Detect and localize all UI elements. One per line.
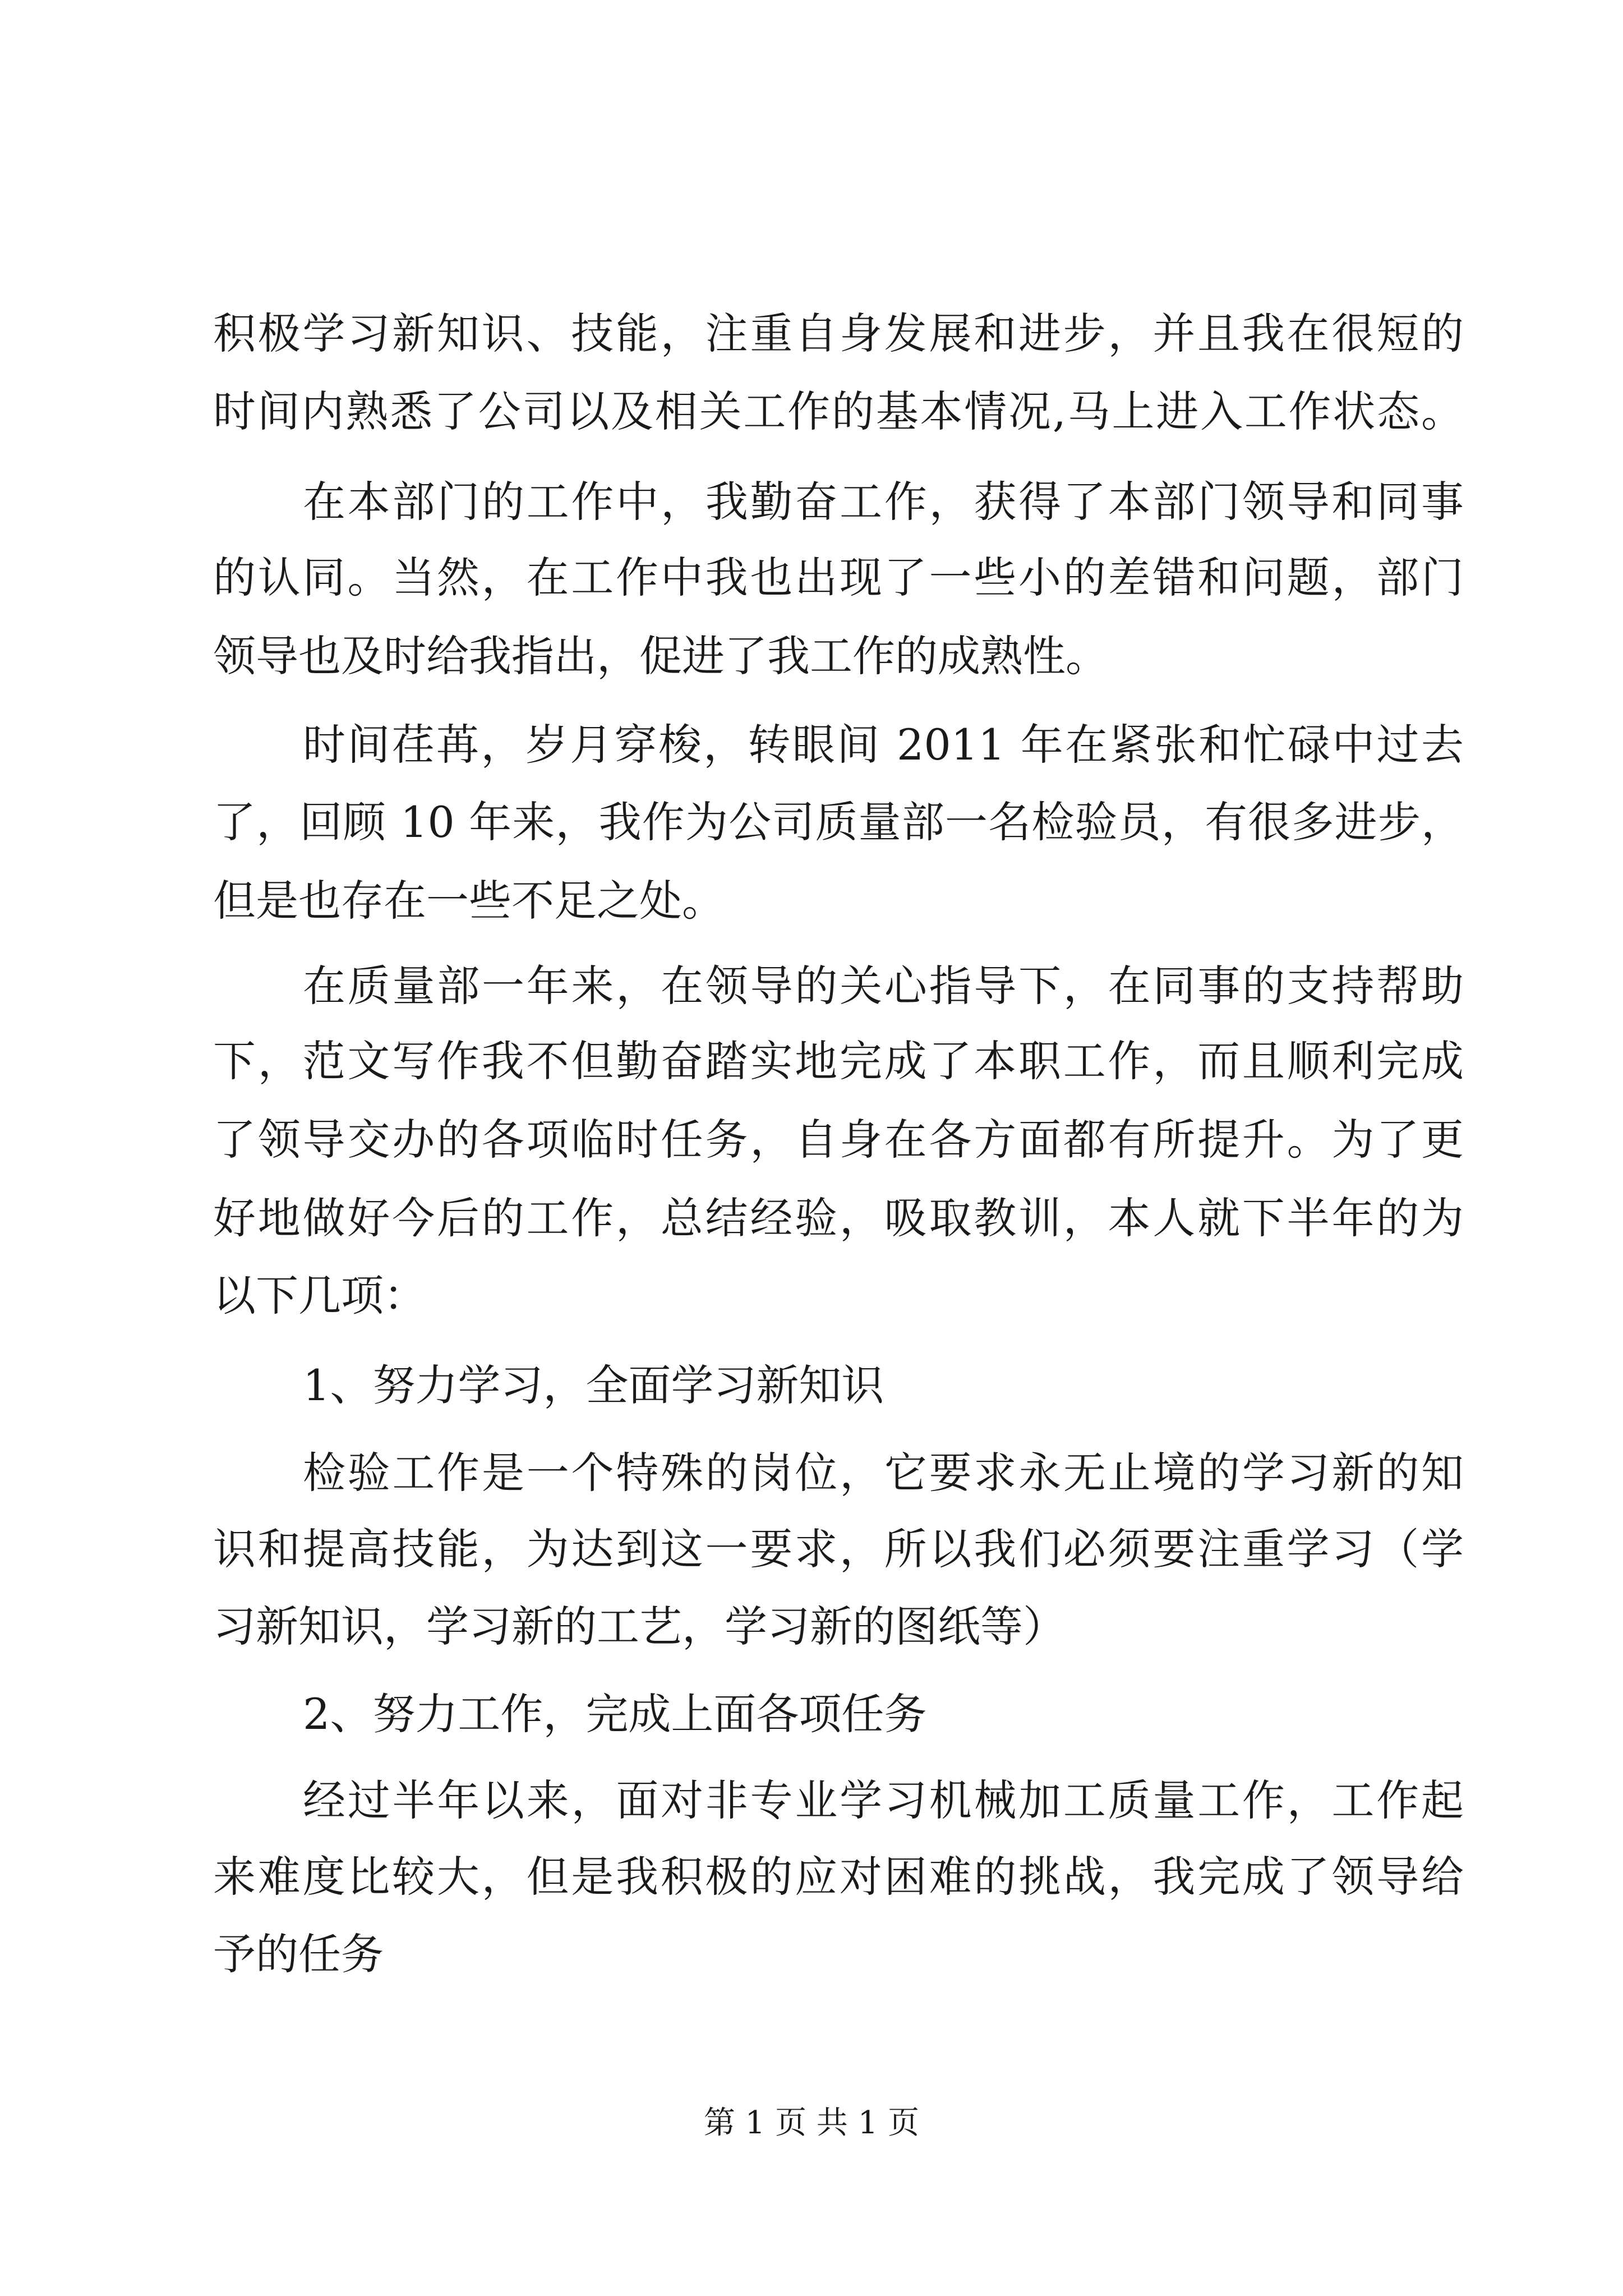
paragraph-4-line-4: 好地做好今后的工作，总结经验，吸取教训，本人就下半年的为 bbox=[213, 1193, 1464, 1243]
paragraph-2-line-2: 的认同。当然，在工作中我也出现了一些小的差错和问题，部门 bbox=[213, 553, 1464, 602]
page-number-footer: 第 1 页 共 1 页 bbox=[703, 2105, 920, 2141]
paragraph-1-line-2: 时间内熟悉了公司以及相关工作的基本情况,马上进入工作状态。 bbox=[213, 386, 1464, 436]
paragraph-5-line-2: 识和提高技能，为达到这一要求，所以我们必须要注重学习（学 bbox=[213, 1524, 1464, 1574]
paragraph-6-line-1: 经过半年以来，面对非专业学习机械加工质量工作，工作起 bbox=[303, 1775, 1464, 1825]
paragraph-5-line-1: 检验工作是一个特殊的岗位，它要求永无止境的学习新的知 bbox=[303, 1448, 1464, 1498]
paragraph-1-line-1: 积极学习新知识、技能，注重自身发展和进步，并且我在很短的 bbox=[213, 309, 1464, 358]
paragraph-2-line-1: 在本部门的工作中，我勤奋工作，获得了本部门领导和同事 bbox=[303, 477, 1464, 527]
paragraph-4-line-5: 以下几项： bbox=[213, 1271, 426, 1320]
paragraph-6-line-3: 予的任务 bbox=[213, 1929, 384, 1979]
section-heading-2: 2、努力工作，完成上面各项任务 bbox=[303, 1689, 927, 1739]
paragraph-3-line-1: 时间荏苒，岁月穿梭，转眼间 2011 年在紧张和忙碌中过去 bbox=[303, 720, 1464, 770]
paragraph-6-line-2: 来难度比较大，但是我积极的应对困难的挑战，我完成了领导给 bbox=[213, 1852, 1464, 1902]
paragraph-3-line-3: 但是也存在一些不足之处。 bbox=[213, 876, 725, 926]
paragraph-4-line-1: 在质量部一年来，在领导的关心指导下，在同事的支持帮助 bbox=[303, 961, 1464, 1011]
paragraph-2-line-3: 领导也及时给我指出，促进了我工作的成熟性。 bbox=[213, 631, 1108, 681]
section-heading-1: 1、努力学习，全面学习新知识 bbox=[303, 1360, 884, 1410]
paragraph-5-line-3: 习新知识，学习新的工艺，学习新的图纸等） bbox=[213, 1602, 1066, 1651]
paragraph-3-line-2: 了，回顾 10 年来，我作为公司质量部一名检验员，有很多进步， bbox=[213, 797, 1464, 847]
paragraph-4-line-2: 下，范文写作我不但勤奋踏实地完成了本职工作，而且顺利完成 bbox=[213, 1036, 1464, 1086]
paragraph-4-line-3: 了领导交办的各项临时任务，自身在各方面都有所提升。为了更 bbox=[213, 1115, 1464, 1165]
